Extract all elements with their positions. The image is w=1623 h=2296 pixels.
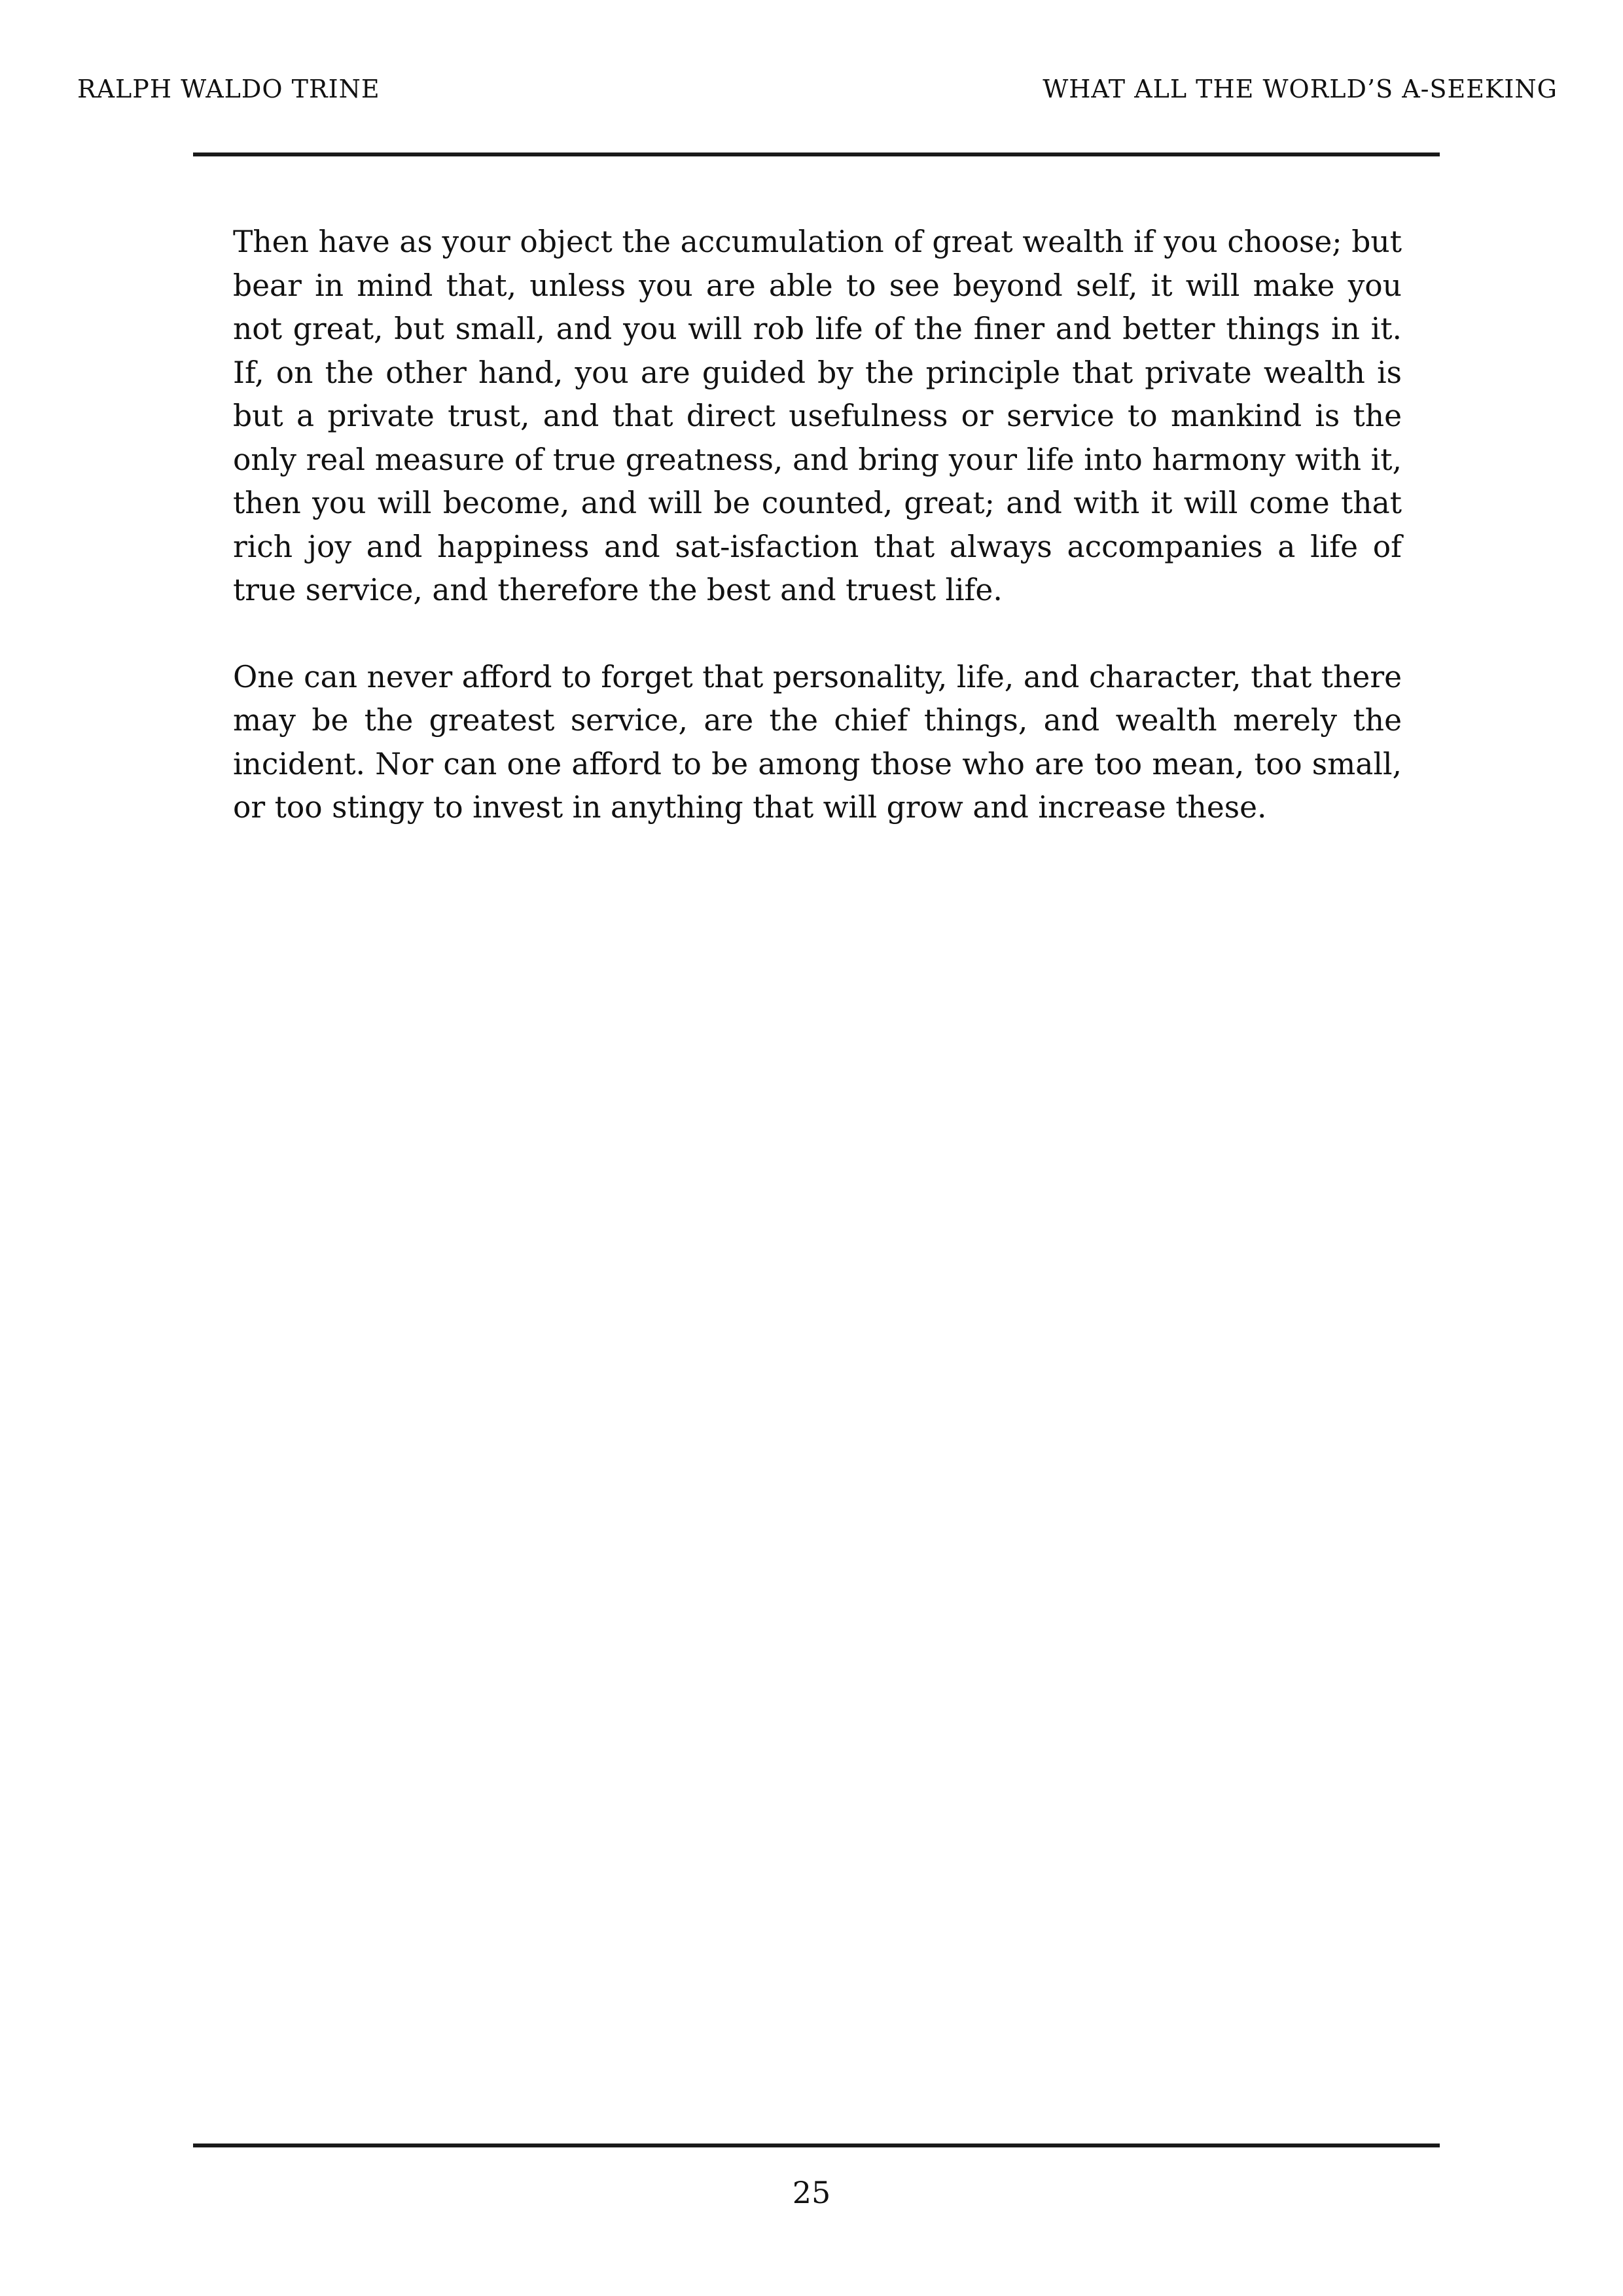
page-number: 25: [792, 2175, 831, 2210]
footer-rule: [193, 2144, 1440, 2147]
paragraph-1: Then have as your object the accumulation of great wealth if you choose; but bear in mind that, unless you are able to see beyond self, it will make you not great, but small, and you will rob life of the finer and better things in it. If, on the other hand, you are guided by the principle that private wealth is but a private trust, and that direct usefulness or service to mankind is the only real measure of true greatness, and bring your life into harmony with it, then you will become, and will be counted, great; and with it will come that rich joy and happiness and sat-isfaction that always accompanies a life of true service, and therefore the best and truest life.: [233, 224, 1402, 607]
running-head-author: RALPH WALDO TRINE: [77, 75, 380, 103]
paragraph-2: One can never afford to forget that personality, life, and character, that there may be the greatest service, are the chief things, and wealth merely the incident. Nor can one afford to be among those who are too mean, too small, or too stingy to invest in anything that will grow and increase these.: [233, 659, 1402, 825]
page-body: [233, 221, 1402, 873]
running-head-book-title: WHAT ALL THE WORLD’S A-SEEKING: [1043, 75, 1558, 103]
header-rule: [193, 152, 1440, 156]
